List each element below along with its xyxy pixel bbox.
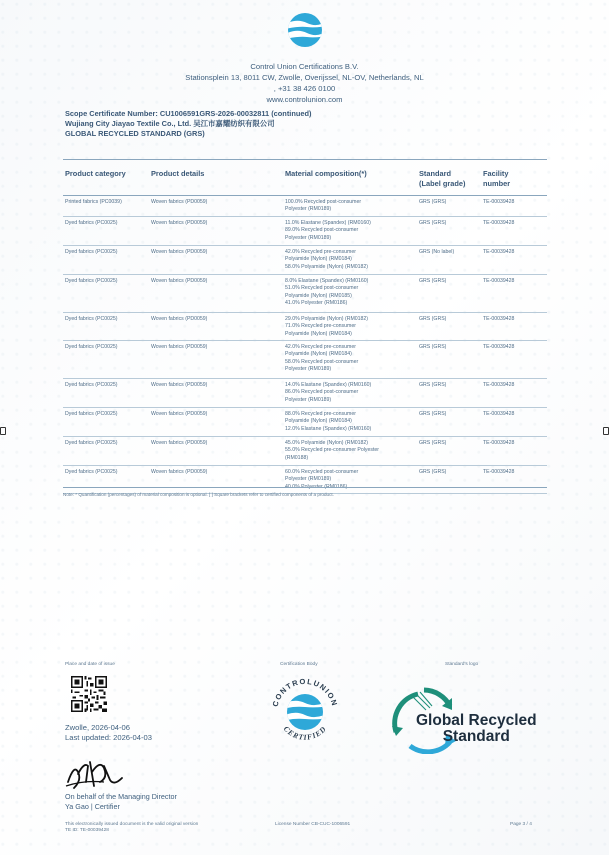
qr-code-icon[interactable] xyxy=(71,676,107,712)
composition-line: 58.0% Polyamide (Nylon) (RM0182) xyxy=(285,263,369,270)
cell-facility: TE-00039428 xyxy=(483,411,515,417)
cell-composition xyxy=(285,437,419,465)
cell-category: Printed fabrics (PC0039) xyxy=(65,199,122,205)
cell-details: Woven fabrics (PD0059) xyxy=(151,199,208,205)
cell-standard: GRS (GRS) xyxy=(419,220,447,226)
table-row xyxy=(63,466,547,494)
composition-line: Polyester (RM0189) xyxy=(285,234,332,241)
header-standard-line1: Standard xyxy=(419,169,452,178)
cell-details: Woven fabrics (PD0059) xyxy=(151,469,208,475)
cell-facility: TE-00039428 xyxy=(483,344,515,350)
cell-composition xyxy=(285,466,419,493)
signature-image xyxy=(64,752,126,792)
cell-category: Dyed fabrics (PC0025) xyxy=(65,249,118,255)
cell-standard: GRS (GRS) xyxy=(419,199,447,205)
issuer-phone: , +31 38 426 0100 xyxy=(273,84,336,93)
composition-line: 14.0% Elastane (Spandex) (RM0160) xyxy=(285,382,372,388)
composition-line: Polyamide (Nylon) (RM0184) xyxy=(285,418,352,425)
composition-line: 8.0% Elastane (Spandex) (RM0160) xyxy=(285,278,369,284)
left-edge-marker xyxy=(0,427,6,435)
composition-line: Polyamide (Nylon) (RM0184) xyxy=(285,330,352,337)
certification-body-label: Certification Body xyxy=(280,662,318,667)
cell-details: Woven fabrics (PD0059) xyxy=(151,249,208,255)
grs-wordmark-line1: Global Recycled xyxy=(416,712,537,729)
cell-facility: TE-00039428 xyxy=(483,469,515,475)
cell-facility: TE-00039428 xyxy=(483,249,515,255)
composition-line: Polyamide (Nylon) (RM0184) xyxy=(285,351,352,358)
composition-line: 40.0% Polyester (RM0186) xyxy=(285,483,348,490)
composition-line: (RM0188) xyxy=(285,454,309,461)
issuer-website[interactable]: www.controlunion.com xyxy=(266,95,343,104)
cell-details: Woven fabrics (PD0059) xyxy=(151,440,208,446)
control-union-certified-seal-icon xyxy=(265,672,345,752)
table-bottom-rule xyxy=(63,487,547,488)
cell-composition xyxy=(285,313,419,340)
svg-text:CERTIFIED: CERTIFIED xyxy=(281,724,329,742)
cell-standard: GRS (GRS) xyxy=(419,440,447,446)
cell-standard: GRS (GRS) xyxy=(419,382,447,388)
cell-details: Woven fabrics (PD0059) xyxy=(151,278,208,284)
header-category: Product category xyxy=(65,169,126,178)
composition-line: 45.0% Polyamide (Nylon) (RM0182) xyxy=(285,440,369,446)
on-behalf-text: On behalf of the Managing Director xyxy=(65,792,177,801)
cell-details: Woven fabrics (PD0059) xyxy=(151,382,208,388)
cell-details: Woven fabrics (PD0059) xyxy=(151,316,208,322)
product-table xyxy=(63,159,547,494)
footer-page-number: Page 3 / 4 xyxy=(510,822,532,827)
grs-wordmark xyxy=(416,713,537,745)
header-standard-line2: (Label grade) xyxy=(419,179,466,188)
header-facility-line1: Facility xyxy=(483,169,509,178)
composition-line: 60.0% Recycled post-consumer xyxy=(285,469,359,475)
composition-line: 51.0% Recycled post-consumer xyxy=(285,285,359,292)
composition-line: 89.0% Recycled post-consumer xyxy=(285,227,359,234)
cell-category: Dyed fabrics (PC0025) xyxy=(65,220,118,226)
cell-composition xyxy=(285,196,419,216)
cell-composition xyxy=(285,379,419,407)
composition-line: 12.0% Elastane (Spandex) (RM0160) xyxy=(285,425,372,432)
table-row xyxy=(63,341,547,379)
issue-place-date: Zwolle, 2026-04-06 xyxy=(65,723,131,732)
cell-facility: TE-00039428 xyxy=(483,220,515,226)
scope-company-name: Wujiang City Jiayao Textile Co., Ltd. 吴江市嘉耀纺织有限公司 xyxy=(65,119,275,128)
composition-line: 29.0% Polyamide (Nylon) (RM0182) xyxy=(285,316,369,322)
composition-line: 71.0% Recycled pre-consumer xyxy=(285,323,356,330)
cell-standard: GRS (GRS) xyxy=(419,411,447,417)
header-details: Product details xyxy=(151,169,205,178)
header-facility xyxy=(483,160,545,195)
cell-details: Woven fabrics (PD0059) xyxy=(151,220,208,226)
svg-text:CONTROLUNION: CONTROLUNION xyxy=(270,676,340,708)
composition-line: Polyester (RM0189) xyxy=(285,366,332,373)
composition-line: Polyester (RM0189) xyxy=(285,396,332,403)
issuer-address: Stationsplein 13, 8011 CW, Zwolle, Overijssel, NL-OV, Netherlands, NL xyxy=(185,73,424,82)
cell-composition xyxy=(285,217,419,245)
cell-standard: GRS (GRS) xyxy=(419,278,447,284)
cell-details: Woven fabrics (PD0059) xyxy=(151,411,208,417)
header-composition: Material composition(*) xyxy=(285,169,367,178)
cell-category: Dyed fabrics (PC0025) xyxy=(65,278,118,284)
cell-details: Woven fabrics (PD0059) xyxy=(151,344,208,350)
cell-standard: GRS (GRS) xyxy=(419,316,447,322)
scope-block xyxy=(65,109,311,139)
header-facility-line2: number xyxy=(483,179,511,188)
signer-name: Ya Gao | Certifier xyxy=(65,802,120,811)
table-body xyxy=(63,196,547,494)
cell-facility: TE-00039428 xyxy=(483,316,515,322)
cell-category: Dyed fabrics (PC0025) xyxy=(65,469,118,475)
last-updated-date: Last updated: 2026-04-03 xyxy=(65,733,152,742)
header-standard xyxy=(419,160,483,195)
table-row xyxy=(63,246,547,275)
table-row xyxy=(63,379,547,408)
issuer-name: Control Union Certifications B.V. xyxy=(250,62,359,71)
grs-wordmark-line2: Standard xyxy=(442,728,510,745)
cell-standard: GRS (GRS) xyxy=(419,469,447,475)
cell-category: Dyed fabrics (PC0025) xyxy=(65,344,118,350)
table-header xyxy=(63,160,547,196)
composition-line: 100.0% Recycled post-consumer xyxy=(285,199,362,205)
composition-line: Polyamide (Nylon) (RM0184) xyxy=(285,256,352,263)
issue-info xyxy=(65,723,152,743)
cell-category: Dyed fabrics (PC0025) xyxy=(65,440,118,446)
cell-facility: TE-00039428 xyxy=(483,278,515,284)
composition-line: 42.0% Recycled pre-consumer xyxy=(285,344,356,350)
cell-facility: TE-00039428 xyxy=(483,440,515,446)
cell-category: Dyed fabrics (PC0025) xyxy=(65,411,118,417)
standard-logo-label: Standard's logo xyxy=(445,662,479,667)
control-union-logo-icon xyxy=(287,12,323,48)
scope-standard-name: GLOBAL RECYCLED STANDARD (GRS) xyxy=(65,129,205,138)
cell-composition xyxy=(285,408,419,436)
cell-facility: TE-00039428 xyxy=(483,199,515,205)
table-row xyxy=(63,217,547,246)
cell-composition xyxy=(285,246,419,274)
composition-line: 88.0% Recycled pre-consumer xyxy=(285,411,356,417)
composition-line: Polyester (RM0189) xyxy=(285,476,332,483)
right-edge-marker xyxy=(603,427,609,435)
table-row xyxy=(63,196,547,217)
composition-line: 55.0% Recycled pre-consumer Polyester xyxy=(285,447,379,454)
table-row xyxy=(63,313,547,341)
footer-electronic-line1: This electronically issued document is the valid original version xyxy=(65,822,199,827)
composition-line: 86.0% Recycled post-consumer xyxy=(285,389,359,396)
place-date-label: Place and date of issue xyxy=(65,662,115,667)
cell-composition xyxy=(285,275,419,312)
cell-standard: GRS (GRS) xyxy=(419,344,447,350)
table-note: Note: * Quantification (percentages) of material composition is optional. [ ] Square brackets refer to certified components of a product. xyxy=(63,492,334,497)
cell-composition xyxy=(285,341,419,378)
footer-license-number: License Number CB-CUC-1006591 xyxy=(275,822,351,827)
footer-te-id: TE ID: TE-00039428 xyxy=(65,828,109,833)
cell-facility: TE-00039428 xyxy=(483,382,515,388)
scope-certificate-number: Scope Certificate Number: CU1006591GRS-2026-00032811 (continued) xyxy=(65,109,312,118)
footer-electronic-note xyxy=(65,822,198,834)
composition-line: 58.0% Recycled post-consumer xyxy=(285,358,359,365)
table-row xyxy=(63,408,547,437)
issuer-header xyxy=(0,61,609,105)
composition-line: 11.0% Elastane (Spandex) (RM0160) xyxy=(285,220,371,226)
composition-line: Polyamide (Nylon) (RM0185) xyxy=(285,292,352,299)
composition-line: 42.0% Recycled pre-consumer xyxy=(285,249,356,255)
table-row xyxy=(63,437,547,466)
composition-line: 41.0% Polyester (RM0186) xyxy=(285,300,348,307)
cell-category: Dyed fabrics (PC0025) xyxy=(65,382,118,388)
cell-standard: GRS (No label) xyxy=(419,249,455,255)
composition-line: Polyester (RM0189) xyxy=(285,206,332,213)
table-row xyxy=(63,275,547,313)
signatory-block xyxy=(65,792,177,812)
cell-category: Dyed fabrics (PC0025) xyxy=(65,316,118,322)
